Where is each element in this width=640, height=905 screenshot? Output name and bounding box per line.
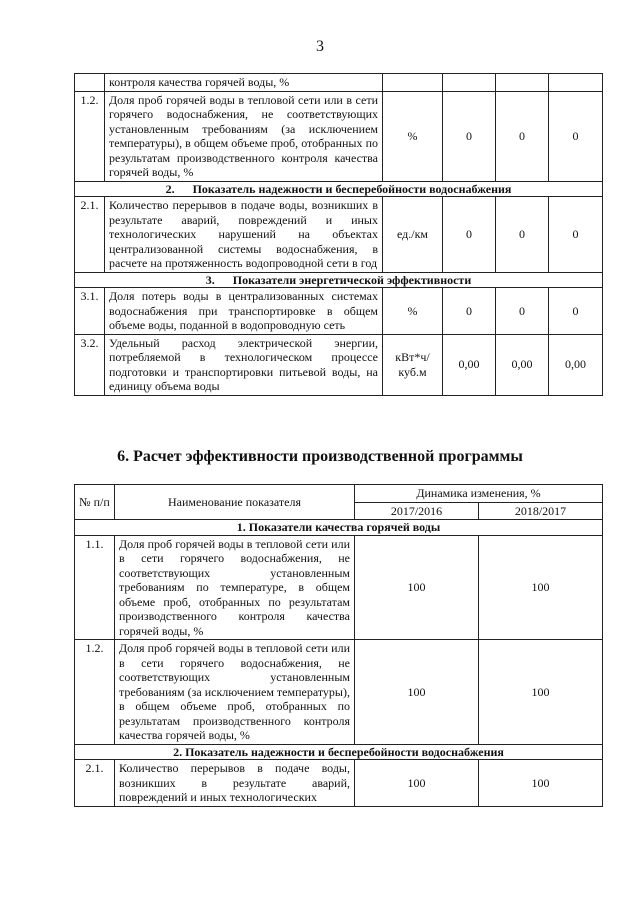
value: 0 [443,197,496,273]
section-title: 2. Показатель надежности и бесперебойности водоснабжения [75,181,603,197]
header-num: № п/п [75,485,115,520]
section-title: 3. Показатели энергетической эффективности [75,272,603,288]
table-row [75,74,603,92]
value: 100 [355,640,479,745]
section-6-title: 6. Расчет эффективности производственной программы [117,448,523,465]
value: 0 [549,197,603,273]
unit: % [383,288,443,335]
value: 100 [479,760,603,807]
value: 0 [443,91,496,181]
table-row [75,760,603,807]
value: 0 [496,288,549,335]
value: 0,00 [549,334,603,395]
table-row [75,197,603,273]
value: 100 [355,535,479,640]
value: 0 [496,197,549,273]
row-number [75,74,105,92]
unit [383,74,443,92]
header-col2: 2018/2017 [479,502,603,520]
table-row [75,535,603,640]
unit: кВт*ч/ куб.м [383,334,443,395]
value: 0 [549,91,603,181]
unit: ед./км [383,197,443,273]
value: 0,00 [496,334,549,395]
indicator-name: Количество перерывов в подаче воды, возникших в результате аварий, повреждений и иных технологических [115,760,355,807]
row-number: 2.1. [75,197,105,273]
indicator-name: Удельный расход электрической энергии, потребляемой в технологическом процессе подготовки и транспортировки питьевой воды, на единицу объема воды [105,334,383,395]
indicator-name: Количество перерывов в подаче воды, возникших в результате аварий, повреждений и иных технологических нарушений на объектах централизованной системы водоснабжения, в расчете на протяженность водопроводной сети в год [105,197,383,273]
value: 0 [549,288,603,335]
efficiency-table [74,484,603,807]
section-row [75,181,603,197]
section-row [75,272,603,288]
indicator-name: контроля качества горячей воды, % [105,74,383,92]
row-number: 1.2. [75,91,105,181]
table-row [75,91,603,181]
value [496,74,549,92]
value [549,74,603,92]
table-row [75,640,603,745]
section-title: 2. Показатель надежности и бесперебойности водоснабжения [75,744,603,760]
indicator-name: Доля проб горячей воды в тепловой сети или в сети горячего водоснабжения, не соответствующих установленным требованиям по температуре, в общем объеме проб, отобранных по результатам производственного контроля качества горячей воды, % [115,535,355,640]
row-number: 1.2. [75,640,115,745]
section-row [75,744,603,760]
row-number: 2.1. [75,760,115,807]
value: 0 [443,288,496,335]
table-row [75,288,603,335]
value: 0 [496,91,549,181]
header-col1: 2017/2016 [355,502,479,520]
indicator-name: Доля проб горячей воды в тепловой сети или в сети горячего водоснабжения, не соответствующих установленным требованиям (за исключением температуры), в общем объеме проб, отобранных по результатам производственного контроля качества горячей воды, % [115,640,355,745]
page-number: 3 [316,38,324,55]
table-row [75,334,603,395]
header-name: Наименование показателя [115,485,355,520]
header-dynamics: Динамика изменения, % [355,485,603,503]
section-title: 1. Показатели качества горячей воды [75,520,603,536]
indicator-name: Доля потерь воды в централизованных системах водоснабжения при транспортировке в общем объеме воды, поданной в водопроводную сеть [105,288,383,335]
row-number: 3.2. [75,334,105,395]
row-number: 3.1. [75,288,105,335]
section-row [75,520,603,536]
row-number: 1.1. [75,535,115,640]
value: 100 [479,535,603,640]
value: 100 [479,640,603,745]
unit: % [383,91,443,181]
indicators-table [74,73,603,396]
value: 0,00 [443,334,496,395]
value: 100 [355,760,479,807]
value [443,74,496,92]
indicator-name: Доля проб горячей воды в тепловой сети или в сети горячего водоснабжения, не соответствующих установленным требованиям (за исключением температуры), в общем объеме проб, отобранных по результатам производственного контроля качества горячей воды, % [105,91,383,181]
